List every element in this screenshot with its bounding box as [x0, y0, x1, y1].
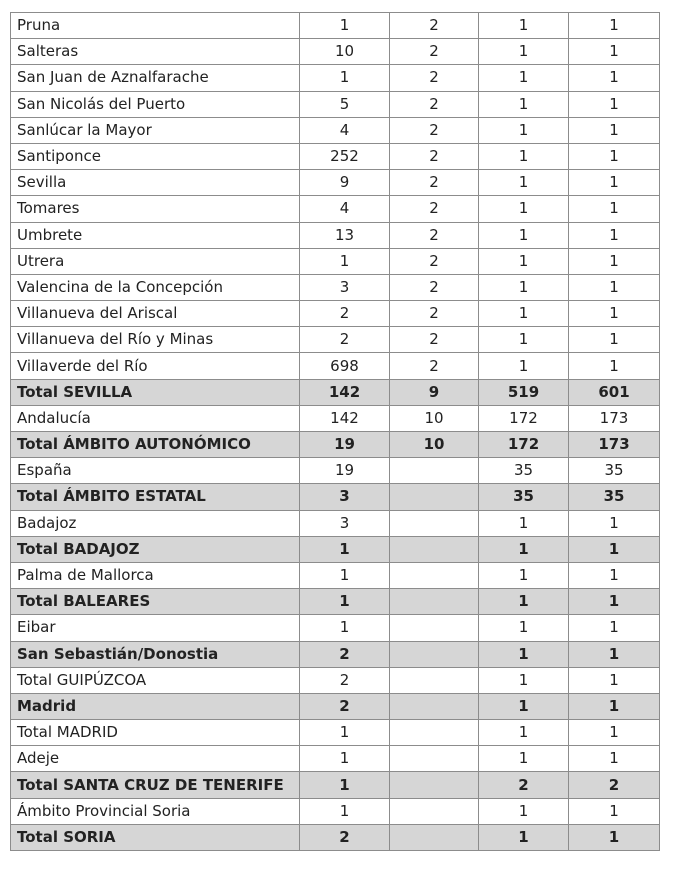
- row-name-cell: Total MADRID: [11, 720, 300, 746]
- table-row: [11, 65, 660, 91]
- row-value-1-cell: 1: [300, 65, 390, 91]
- row-value-4-cell: 1: [569, 274, 660, 300]
- row-value-1-cell: 9: [300, 170, 390, 196]
- row-value-2-cell: 10: [390, 432, 479, 458]
- row-name-cell: Salteras: [11, 39, 300, 65]
- row-value-1-cell: 252: [300, 143, 390, 169]
- table-row-total: [11, 432, 660, 458]
- row-name-cell: Umbrete: [11, 222, 300, 248]
- row-value-3-cell: 1: [479, 510, 569, 536]
- row-value-3-cell: 1: [479, 824, 569, 850]
- row-value-3-cell: 2: [479, 772, 569, 798]
- table-row: [11, 248, 660, 274]
- row-name-cell: San Juan de Aznalfarache: [11, 65, 300, 91]
- row-value-2-cell: [390, 510, 479, 536]
- row-value-2-cell: [390, 746, 479, 772]
- row-value-3-cell: 1: [479, 196, 569, 222]
- row-value-1-cell: 5: [300, 91, 390, 117]
- row-value-1-cell: 19: [300, 432, 390, 458]
- row-name-cell: Total ÁMBITO ESTATAL: [11, 484, 300, 510]
- table-row-total: [11, 772, 660, 798]
- row-value-1-cell: 19: [300, 458, 390, 484]
- table-row: [11, 562, 660, 588]
- table-row: [11, 510, 660, 536]
- row-value-3-cell: 1: [479, 274, 569, 300]
- row-value-4-cell: 1: [569, 562, 660, 588]
- row-name-cell: Total BADAJOZ: [11, 536, 300, 562]
- row-name-cell: Adeje: [11, 746, 300, 772]
- row-value-3-cell: 1: [479, 327, 569, 353]
- row-value-4-cell: 1: [569, 13, 660, 39]
- row-value-3-cell: 1: [479, 143, 569, 169]
- row-value-4-cell: 1: [569, 143, 660, 169]
- row-value-4-cell: 1: [569, 615, 660, 641]
- row-name-cell: Pruna: [11, 13, 300, 39]
- table-row: [11, 458, 660, 484]
- row-name-cell: Sevilla: [11, 170, 300, 196]
- row-value-3-cell: 1: [479, 667, 569, 693]
- row-value-4-cell: 1: [569, 693, 660, 719]
- table-row: [11, 798, 660, 824]
- table-row: [11, 143, 660, 169]
- row-value-2-cell: [390, 693, 479, 719]
- row-value-1-cell: 2: [300, 693, 390, 719]
- table-row: [11, 746, 660, 772]
- row-value-2-cell: 2: [390, 65, 479, 91]
- row-value-1-cell: 4: [300, 196, 390, 222]
- row-value-2-cell: 2: [390, 39, 479, 65]
- row-name-cell: Valencina de la Concepción: [11, 274, 300, 300]
- row-value-3-cell: 1: [479, 301, 569, 327]
- row-value-4-cell: 1: [569, 301, 660, 327]
- row-value-1-cell: 1: [300, 536, 390, 562]
- row-value-2-cell: [390, 484, 479, 510]
- row-value-3-cell: 35: [479, 458, 569, 484]
- row-value-2-cell: 2: [390, 222, 479, 248]
- row-value-1-cell: 1: [300, 248, 390, 274]
- row-name-cell: Total ÁMBITO AUTONÓMICO: [11, 432, 300, 458]
- row-name-cell: San Nicolás del Puerto: [11, 91, 300, 117]
- row-value-1-cell: 1: [300, 13, 390, 39]
- row-value-1-cell: 1: [300, 772, 390, 798]
- table-row: [11, 353, 660, 379]
- row-value-1-cell: 698: [300, 353, 390, 379]
- table-row-total: [11, 536, 660, 562]
- row-value-3-cell: 1: [479, 13, 569, 39]
- table-row-total: [11, 379, 660, 405]
- row-value-4-cell: 35: [569, 458, 660, 484]
- row-value-3-cell: 1: [479, 615, 569, 641]
- row-value-4-cell: 1: [569, 117, 660, 143]
- row-value-2-cell: [390, 589, 479, 615]
- table-row: [11, 615, 660, 641]
- row-value-1-cell: 3: [300, 484, 390, 510]
- row-value-1-cell: 4: [300, 117, 390, 143]
- row-value-4-cell: 173: [569, 432, 660, 458]
- row-value-2-cell: [390, 772, 479, 798]
- row-value-4-cell: 1: [569, 248, 660, 274]
- row-name-cell: Villanueva del Río y Minas: [11, 327, 300, 353]
- table-row: [11, 170, 660, 196]
- table-row-total: [11, 589, 660, 615]
- row-name-cell: Villanueva del Ariscal: [11, 301, 300, 327]
- row-value-4-cell: 173: [569, 405, 660, 431]
- row-value-4-cell: 1: [569, 641, 660, 667]
- row-value-4-cell: 1: [569, 510, 660, 536]
- table-row: [11, 39, 660, 65]
- row-value-4-cell: 601: [569, 379, 660, 405]
- table-row: [11, 301, 660, 327]
- row-value-1-cell: 2: [300, 641, 390, 667]
- row-value-4-cell: 1: [569, 91, 660, 117]
- row-value-4-cell: 1: [569, 327, 660, 353]
- row-value-3-cell: 1: [479, 65, 569, 91]
- row-name-cell: San Sebastián/Donostia: [11, 641, 300, 667]
- table-row-total: [11, 484, 660, 510]
- row-value-4-cell: 1: [569, 589, 660, 615]
- row-name-cell: Ámbito Provincial Soria: [11, 798, 300, 824]
- row-name-cell: Total SORIA: [11, 824, 300, 850]
- row-value-2-cell: 2: [390, 301, 479, 327]
- row-value-4-cell: 1: [569, 222, 660, 248]
- row-value-3-cell: 172: [479, 432, 569, 458]
- row-value-3-cell: 1: [479, 720, 569, 746]
- row-value-2-cell: [390, 562, 479, 588]
- table-row: [11, 405, 660, 431]
- row-value-4-cell: 1: [569, 536, 660, 562]
- row-value-2-cell: 2: [390, 274, 479, 300]
- row-value-1-cell: 1: [300, 615, 390, 641]
- row-value-1-cell: 1: [300, 562, 390, 588]
- row-name-cell: Santiponce: [11, 143, 300, 169]
- row-value-4-cell: 1: [569, 824, 660, 850]
- table-row: [11, 222, 660, 248]
- row-value-4-cell: 1: [569, 798, 660, 824]
- table-row-total: [11, 693, 660, 719]
- table-row: [11, 13, 660, 39]
- table-row: [11, 91, 660, 117]
- row-value-4-cell: 35: [569, 484, 660, 510]
- row-name-cell: Total SANTA CRUZ DE TENERIFE: [11, 772, 300, 798]
- row-name-cell: Total BALEARES: [11, 589, 300, 615]
- row-value-4-cell: 1: [569, 720, 660, 746]
- row-name-cell: Palma de Mallorca: [11, 562, 300, 588]
- table-row: [11, 117, 660, 143]
- table-row: [11, 327, 660, 353]
- row-value-4-cell: 1: [569, 667, 660, 693]
- row-value-2-cell: 2: [390, 196, 479, 222]
- row-value-2-cell: 9: [390, 379, 479, 405]
- row-value-2-cell: 2: [390, 91, 479, 117]
- row-name-cell: Utrera: [11, 248, 300, 274]
- row-value-4-cell: 2: [569, 772, 660, 798]
- row-value-2-cell: 2: [390, 353, 479, 379]
- row-value-3-cell: 1: [479, 170, 569, 196]
- row-name-cell: Andalucía: [11, 405, 300, 431]
- row-name-cell: Madrid: [11, 693, 300, 719]
- row-name-cell: Badajoz: [11, 510, 300, 536]
- row-value-2-cell: [390, 641, 479, 667]
- row-value-1-cell: 1: [300, 720, 390, 746]
- row-name-cell: Sanlúcar la Mayor: [11, 117, 300, 143]
- row-value-4-cell: 1: [569, 353, 660, 379]
- row-value-2-cell: 2: [390, 327, 479, 353]
- row-value-2-cell: [390, 536, 479, 562]
- row-value-1-cell: 2: [300, 667, 390, 693]
- row-value-2-cell: [390, 667, 479, 693]
- table-body: [11, 13, 660, 851]
- table-row-total: [11, 641, 660, 667]
- row-value-3-cell: 1: [479, 117, 569, 143]
- table-row: [11, 720, 660, 746]
- row-value-3-cell: 1: [479, 562, 569, 588]
- table-row: [11, 274, 660, 300]
- row-value-4-cell: 1: [569, 170, 660, 196]
- row-name-cell: Villaverde del Río: [11, 353, 300, 379]
- table-row-total: [11, 824, 660, 850]
- table-row: [11, 667, 660, 693]
- row-value-3-cell: 1: [479, 536, 569, 562]
- row-value-1-cell: 3: [300, 510, 390, 536]
- row-value-1-cell: 2: [300, 824, 390, 850]
- row-value-4-cell: 1: [569, 39, 660, 65]
- row-value-1-cell: 2: [300, 327, 390, 353]
- row-value-2-cell: 2: [390, 143, 479, 169]
- row-value-2-cell: 2: [390, 248, 479, 274]
- row-value-1-cell: 142: [300, 379, 390, 405]
- row-value-2-cell: [390, 798, 479, 824]
- row-value-3-cell: 1: [479, 589, 569, 615]
- row-value-3-cell: 1: [479, 746, 569, 772]
- row-value-3-cell: 1: [479, 798, 569, 824]
- row-value-3-cell: 1: [479, 39, 569, 65]
- row-name-cell: Eibar: [11, 615, 300, 641]
- data-table: [10, 12, 660, 851]
- row-value-1-cell: 1: [300, 798, 390, 824]
- row-value-3-cell: 35: [479, 484, 569, 510]
- row-value-3-cell: 1: [479, 248, 569, 274]
- row-value-1-cell: 10: [300, 39, 390, 65]
- row-value-4-cell: 1: [569, 746, 660, 772]
- row-value-1-cell: 2: [300, 301, 390, 327]
- row-value-2-cell: [390, 458, 479, 484]
- row-value-3-cell: 172: [479, 405, 569, 431]
- row-value-3-cell: 1: [479, 693, 569, 719]
- row-value-2-cell: 2: [390, 170, 479, 196]
- row-value-2-cell: 10: [390, 405, 479, 431]
- row-value-3-cell: 1: [479, 641, 569, 667]
- row-name-cell: Total SEVILLA: [11, 379, 300, 405]
- table-row: [11, 196, 660, 222]
- row-value-2-cell: 2: [390, 13, 479, 39]
- row-value-2-cell: [390, 615, 479, 641]
- row-name-cell: Tomares: [11, 196, 300, 222]
- row-value-1-cell: 3: [300, 274, 390, 300]
- row-value-2-cell: 2: [390, 117, 479, 143]
- row-value-3-cell: 1: [479, 222, 569, 248]
- row-value-1-cell: 1: [300, 746, 390, 772]
- row-value-1-cell: 13: [300, 222, 390, 248]
- row-name-cell: España: [11, 458, 300, 484]
- row-value-3-cell: 519: [479, 379, 569, 405]
- row-value-2-cell: [390, 720, 479, 746]
- row-value-3-cell: 1: [479, 91, 569, 117]
- row-value-4-cell: 1: [569, 65, 660, 91]
- row-value-2-cell: [390, 824, 479, 850]
- row-name-cell: Total GUIPÚZCOA: [11, 667, 300, 693]
- row-value-4-cell: 1: [569, 196, 660, 222]
- row-value-3-cell: 1: [479, 353, 569, 379]
- row-value-1-cell: 142: [300, 405, 390, 431]
- row-value-1-cell: 1: [300, 589, 390, 615]
